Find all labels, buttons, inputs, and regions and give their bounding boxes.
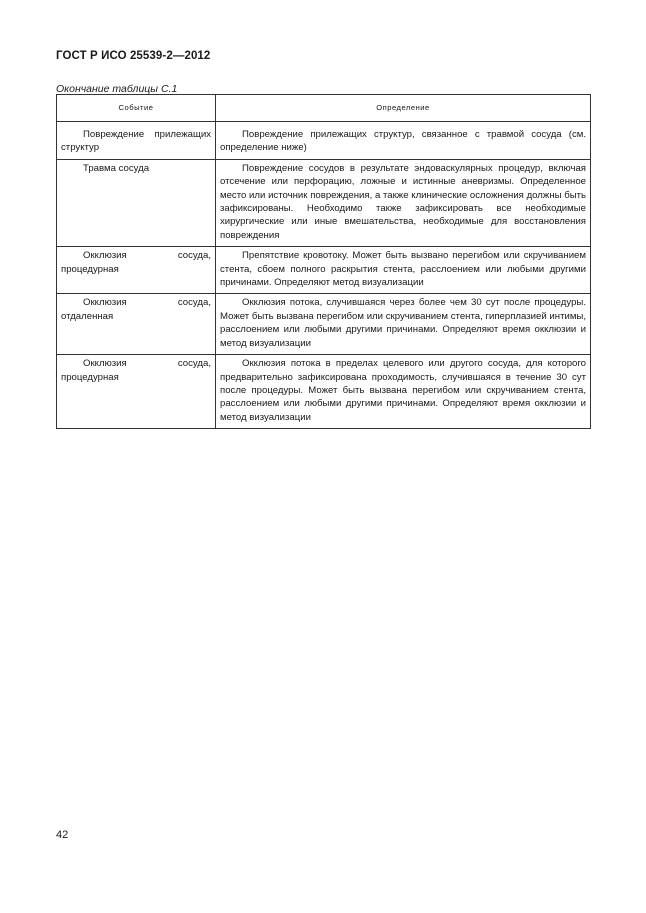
table-row xyxy=(57,126,591,159)
event-cell xyxy=(57,294,216,355)
event-text: Окклюзия сосуда, процедурная xyxy=(61,358,211,383)
event-text: Окклюзия сосуда, процедурная xyxy=(61,250,211,275)
page-number: 42 xyxy=(56,829,69,841)
event-cell xyxy=(57,247,216,294)
event-text: Травма сосуда xyxy=(83,162,150,174)
table-row xyxy=(57,355,591,429)
table-row xyxy=(57,294,591,355)
document-title: ГОСТ Р ИСО 25539-2—2012 xyxy=(56,50,211,62)
column-header-event: Событие xyxy=(57,95,216,122)
definition-cell: Повреждение сосудов в результате эндоваскулярных процедур, включая отсечение или перфорацию, ложные и истинные аневризмы. Определенное место или источник повреждения, а также клинические осложнения должны быть зафиксированы. Необходимо также зафиксировать все необходимые хирургические или иные вмешательства, необходимые для восстановления повреждения xyxy=(216,159,591,246)
table-caption: Окончание таблицы С.1 xyxy=(56,83,178,95)
definition-cell: Окклюзия потока, случившаяся через более чем 30 сут после процедуры. Может быть вызвана перегибом или скручиванием стента, гиперплазией интимы, расслоением или любыми другими причинами. Определяют время окклюзии и метод визуализации xyxy=(216,294,591,355)
event-text: Повреждение прилежащих структур xyxy=(61,129,211,154)
definition-cell: Повреждение прилежащих структур, связанное с травмой сосуда (см. определение ниже) xyxy=(216,126,591,159)
column-header-definition: Определение xyxy=(216,95,591,122)
table-row xyxy=(57,159,591,246)
event-cell xyxy=(57,126,216,159)
table-row xyxy=(57,247,591,294)
table-header-row xyxy=(57,95,591,122)
event-cell xyxy=(57,355,216,429)
definition-cell: Окклюзия потока в пределах целевого или другого сосуда, для которого предварительно зафиксирована проходимость, случившаяся в течение 30 сут после процедуры. Может быть вызвана перегибом или скручиванием стента, расслоением или любыми другими причинами. Определяют время окклюзии и метод визуализации xyxy=(216,355,591,429)
event-cell xyxy=(57,159,216,246)
definitions-table xyxy=(56,94,591,429)
event-text: Окклюзия сосуда, отдаленная xyxy=(61,297,211,322)
definition-cell: Препятствие кровотоку. Может быть вызвано перегибом или скручиванием стента, сбоем полного раскрытия стента, расслоением или любыми другими причинами. Определяют метод визуализации xyxy=(216,247,591,294)
